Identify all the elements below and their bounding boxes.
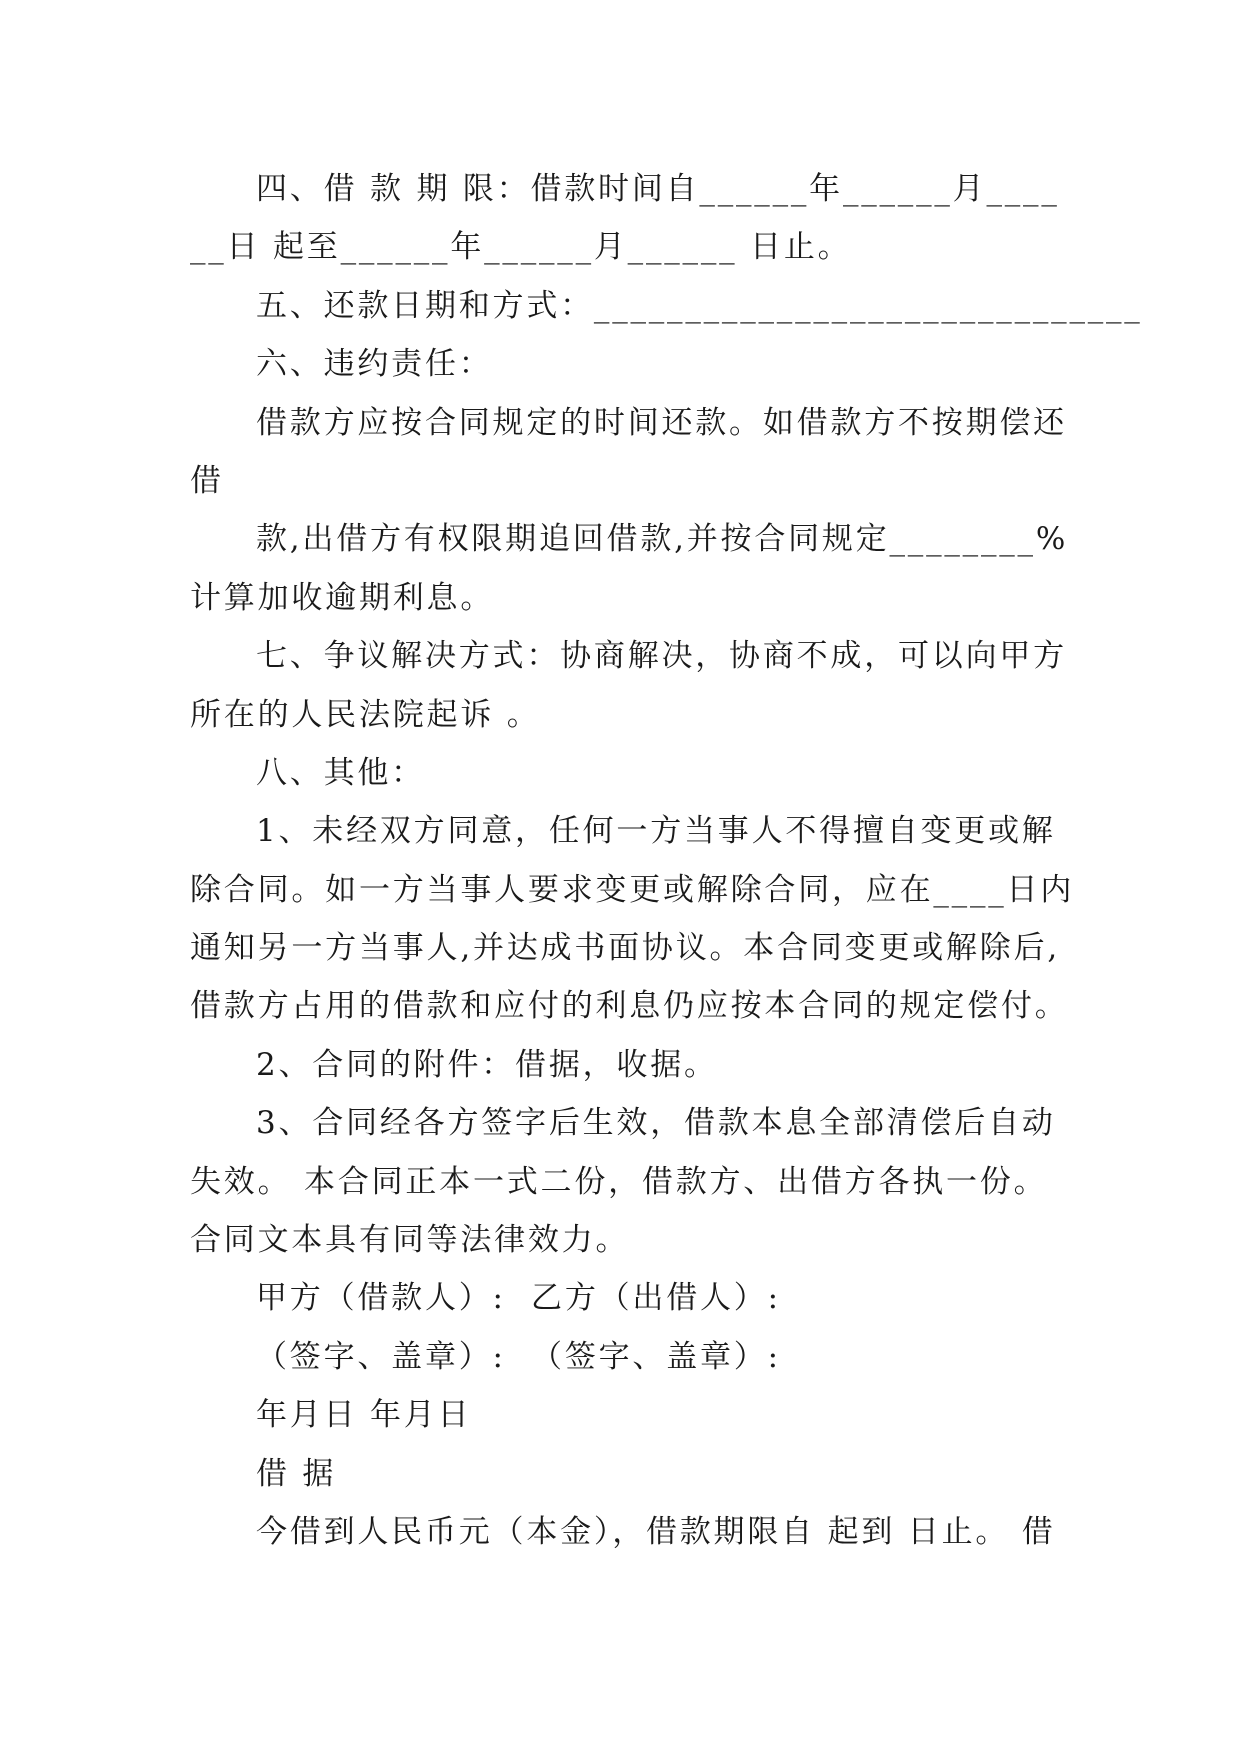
signature-dates: 年月日 年月日 bbox=[256, 1397, 472, 1434]
clause-6-heading: 六、违约责任： bbox=[256, 346, 493, 383]
clause-8-item-1-line-4: 借款方占用的借款和应付的利息仍应按本合同的规定偿付。 bbox=[190, 988, 1069, 1025]
clause-8-item-3-line-2: 失效。 本合同正本一式二份，借款方、出借方各执一份。 bbox=[190, 1163, 1048, 1200]
clause-6-penalty-continued: 计算加收逾期利息。 bbox=[190, 579, 495, 616]
clause-8-item-2: 2、合同的附件：借据，收据。 bbox=[256, 1046, 718, 1083]
clause-6-text: 借款方应按合同规定的时间还款。如借款方不按期偿还 bbox=[256, 404, 1067, 441]
signature-stamp: （签字、盖章）: （签字、盖章）: bbox=[256, 1338, 781, 1375]
contract-body bbox=[190, 160, 1143, 1561]
clause-8-item-3: 3、合同经各方签字后生效，借款本息全部清偿后自动 bbox=[256, 1105, 1056, 1142]
clause-6-text-wrap: 借 bbox=[190, 462, 224, 499]
clause-8-item-1-line-2: 除合同。如一方当事人要求变更或解除合同，应在____日内 bbox=[190, 871, 1075, 908]
clause-4-loan-term-continued: __日 起至______年______月______ 日止。 bbox=[190, 229, 852, 266]
clause-8-heading: 八、其他： bbox=[256, 754, 425, 791]
clause-7-dispute-continued: 所在的人民法院起诉 。 bbox=[190, 696, 541, 733]
clause-8-item-3-line-3: 合同文本具有同等法律效力。 bbox=[190, 1222, 630, 1259]
receipt-title: 借 据 bbox=[256, 1455, 337, 1492]
clause-6-penalty: 款,出借方有权限期追回借款,并按合同规定________% bbox=[256, 521, 1069, 558]
clause-8-item-1: 1、未经双方同意，任何一方当事人不得擅自变更或解 bbox=[256, 813, 1056, 850]
clause-4-loan-term: 四、借 款 期 限：借款时间自______年______月____ bbox=[256, 171, 1060, 207]
clause-5-repayment: 五、还款日期和方式：______________________________ bbox=[256, 287, 1143, 324]
receipt-text: 今借到人民币元（本金），借款期限自 起到 日止。 借 bbox=[256, 1513, 1056, 1550]
clause-7-dispute: 七、争议解决方式：协商解决，协商不成，可以向甲方 bbox=[256, 638, 1067, 675]
clause-8-item-1-line-3: 通知另一方当事人,并达成书面协议。本合同变更或解除后, bbox=[190, 930, 1061, 967]
signature-parties: 甲方（借款人）: 乙方（出借人）: bbox=[256, 1280, 781, 1317]
